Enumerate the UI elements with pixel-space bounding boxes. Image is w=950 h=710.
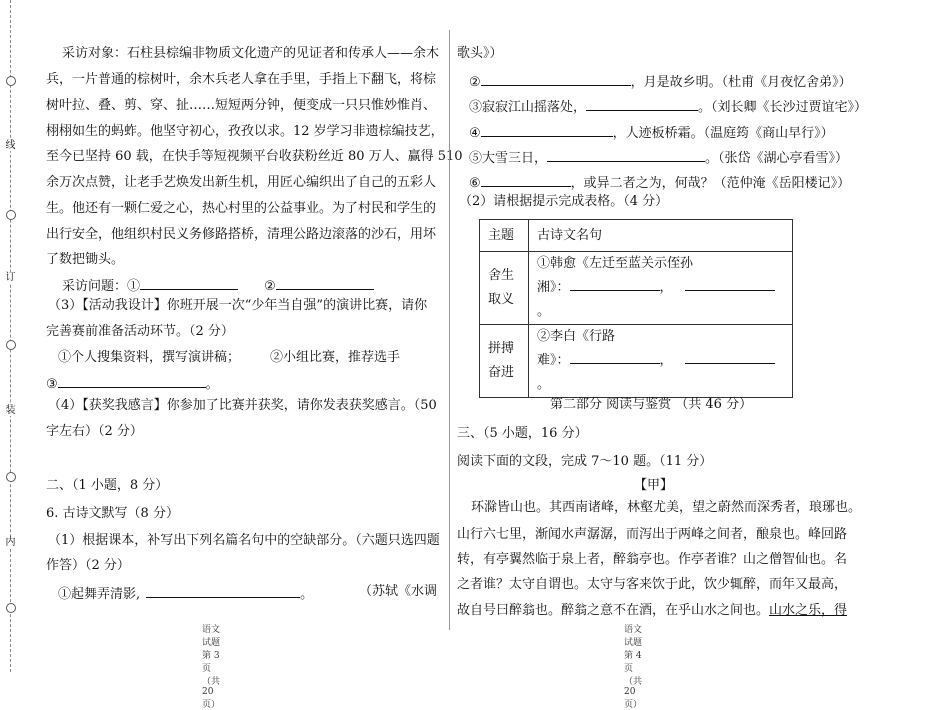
answer-blank[interactable]: [481, 123, 613, 137]
answer-blank[interactable]: [146, 584, 300, 598]
passage-line: 山行六七里，渐闻水声潺潺，而泻出于两峰之间者，酿泉也。峰回路: [457, 527, 848, 542]
q6-2-heading: （2）请根据提示完成表格。（4 分）: [459, 194, 669, 209]
binding-hole-icon: [6, 340, 16, 350]
binding-mark-xian: 线: [5, 140, 16, 151]
poem-suffix: 。（刘长卿《长沙过贾谊宅》）: [698, 100, 868, 115]
passage-label: 【甲】: [634, 478, 674, 493]
interview-text-line: 树叶拉、叠、剪、穿、扯……短短两分钟，便变成一只只惟妙惟肖、: [46, 98, 437, 113]
table-row: [480, 252, 793, 325]
theme-text: 取义: [488, 292, 515, 307]
binding-hole-icon: [6, 603, 16, 613]
answer-blank[interactable]: [685, 277, 775, 291]
section-3-heading: 三、（5 小题，16 分）: [457, 426, 588, 441]
q3-step-3-end: 。: [205, 377, 219, 392]
binding-mark-nei: 内: [5, 537, 16, 548]
answer-blank[interactable]: [140, 276, 238, 290]
section-2-heading: 二、（1 小题，8 分）: [46, 478, 169, 493]
interview-text-line: 兵，一片普通的棕树叶，余木兵老人拿在手里，手指上下翻飞，将棕: [46, 72, 437, 87]
table-answer-line: [537, 349, 784, 397]
interview-text-line: 余万次点赞，让老手艺焕发出新生机，用匠心编织出了自己的五彩人: [46, 175, 437, 190]
answer-blank[interactable]: [58, 374, 206, 388]
binding-hole-icon: [6, 76, 16, 86]
q3-step-2: ②小组比赛，推荐选手: [270, 350, 401, 365]
passage-text: 故自号曰醉翁也。醉翁之意不在酒，在乎山水之间也。: [457, 603, 770, 618]
binding-hole-icon: [6, 472, 16, 482]
punct: 。: [537, 304, 551, 319]
q3-step-1: ①个人搜集资料，撰写演讲稿；: [58, 350, 241, 365]
binding-strip: [0, 0, 22, 672]
reading-intro: 阅读下面的文段，完成 7～10 题。（11 分）: [457, 454, 713, 469]
answer-blank[interactable]: [547, 148, 705, 162]
answer-blank[interactable]: [586, 97, 698, 111]
poem-prefix: ⑤大雪三日，: [469, 151, 548, 166]
q3-prompt-line: （3）【活动我设计】你班开展一次“少年当自强”的演讲比赛，请你: [48, 298, 428, 313]
poem-suffix: ，人迹板桥霜。（温庭筠《商山早行》）: [612, 126, 834, 141]
poem-4-line: [469, 123, 834, 142]
table-theme-cell: [480, 252, 529, 325]
interview-text-line: 出行安全，他组织村民义务修路搭桥，清理公路边滚落的沙石，用坏: [46, 227, 437, 242]
passage-line: 之者谁？太守自谓也。太守与客来饮于此，饮少辄醉，而年又最高，: [457, 577, 848, 592]
q4-prompt-line: （4）【获奖我感言】你参加了比赛并获奖，请你发表获奖感言。（50: [48, 398, 437, 413]
q3-step-3-line: [46, 374, 219, 393]
q6-heading: 6. 古诗文默写（8 分）: [46, 506, 179, 521]
answer-blank[interactable]: [481, 173, 571, 187]
passage-line: 转，有亭翼然临于泉上者，醉翁亭也。作亭者谁？山之僧智仙也。名: [457, 552, 848, 567]
passage-line: 环滁皆山也。其西南诸峰，林壑尤美，望之蔚然而深秀者，琅琊也。: [471, 500, 862, 515]
poem-5-line: [469, 148, 848, 167]
column-divider: [449, 30, 450, 630]
poem-prefix: ④: [469, 126, 481, 141]
passage-line-last: [457, 603, 847, 619]
poem-2-line: [469, 72, 852, 91]
answer-blank[interactable]: [570, 350, 660, 364]
passage-underlined-text: 山水之乐，得: [769, 603, 848, 618]
interview-question-label: 采访问题：①: [62, 279, 141, 294]
poem-1-source: （苏轼《水调: [359, 584, 438, 599]
interview-question-2-label: ②: [264, 279, 276, 294]
answer-blank[interactable]: [276, 276, 374, 290]
poem-source-text: 湘》：: [537, 280, 570, 295]
q3-prompt-line: 完善赛前准备活动环节。（2 分）: [46, 324, 234, 339]
poem-1-end: 。: [300, 587, 314, 602]
page-4-footer: 语文试题 第 4 页（共 20 页）: [624, 625, 643, 710]
answer-blank[interactable]: [481, 72, 631, 86]
poem-1-source-cont: 歌头》）: [457, 46, 503, 61]
interview-question-line: [62, 276, 374, 295]
q4-prompt-line: 字左右）（2 分）: [46, 424, 143, 439]
theme-text: 奋进: [488, 365, 515, 380]
interview-text-line: 生。他还有一颗仁爱之心，热心村里的公益事业。为了村民和学生的: [46, 201, 437, 216]
poem-suffix: 。（张岱《湖心亭看雪》）: [705, 151, 849, 166]
table-row: [480, 325, 793, 398]
binding-mark-ding: 订: [5, 272, 16, 283]
binding-hole-icon: [6, 210, 16, 220]
binding-dashed-line: [10, 0, 11, 672]
poem-prefix: ②: [469, 75, 481, 90]
poem-source-text: ②李白《行路: [537, 329, 616, 344]
poem-3-line: [469, 97, 867, 116]
poem-1-line: [58, 584, 313, 603]
poem-suffix: ，或异二者之为，何哉？（范仲淹《岳阳楼记》）: [570, 176, 851, 191]
interview-text-line: 至今已坚持 60 载，在快手等短视频平台收获粉丝近 80 万人、赢得 510: [46, 149, 463, 164]
q3-steps-line: [58, 350, 400, 366]
table-header-cell: 主题: [480, 220, 529, 252]
poem-1-start: ①起舞弄清影,: [58, 587, 141, 602]
page-3-footer: 语文试题 第 3 页（共 20 页）: [202, 625, 221, 710]
answer-blank[interactable]: [570, 277, 660, 291]
table-answer-cell: [529, 252, 793, 325]
table-answer-cell: [529, 325, 793, 398]
poem-source-text: ①韩愈《左迁至蓝关示侄孙: [537, 256, 694, 271]
punct: 。: [537, 377, 551, 392]
table-header-cell: 古诗文名句: [529, 220, 793, 252]
poem-6-line: [469, 173, 850, 192]
q6-1-prompt-line: （1）根据课本，补写出下列名篇名句中的空缺部分。（六题只选四题: [48, 533, 440, 548]
table-theme-cell: [480, 325, 529, 398]
theme-text: 拼搏: [488, 341, 515, 356]
interview-text-line: 采访对象：石柱县棕编非物质文化遗产的见证者和传承人——余木: [62, 46, 440, 61]
theme-text: 舍生: [488, 268, 515, 283]
punct: ，: [659, 353, 673, 368]
interview-text-line: 栩栩如生的蚂蚱。他坚守初心，孜孜以求。12 岁学习非遗棕编技艺，: [46, 124, 444, 139]
q3-step-3-label: ③: [46, 377, 58, 392]
punct: ，: [659, 280, 673, 295]
poem-prefix: ⑥: [469, 176, 481, 191]
poem-suffix: ，月是故乡明。（杜甫《月夜忆舍弟》）: [630, 75, 852, 90]
interview-text-line: 了数把锄头。: [46, 252, 125, 267]
poem-theme-table: [479, 219, 793, 398]
binding-mark-zhuang: 装: [5, 405, 16, 416]
answer-blank[interactable]: [685, 350, 775, 364]
poem-source-text: 难》：: [537, 353, 570, 368]
poem-prefix: ③寂寂江山摇落处，: [469, 100, 587, 115]
table-answer-line: [537, 276, 784, 324]
q6-1-prompt-line: 作答）（2 分）: [46, 558, 130, 573]
part-2-title: 第二部分 阅读与鉴赏 （共 46 分）: [550, 397, 753, 412]
table-header-row: [480, 220, 793, 252]
